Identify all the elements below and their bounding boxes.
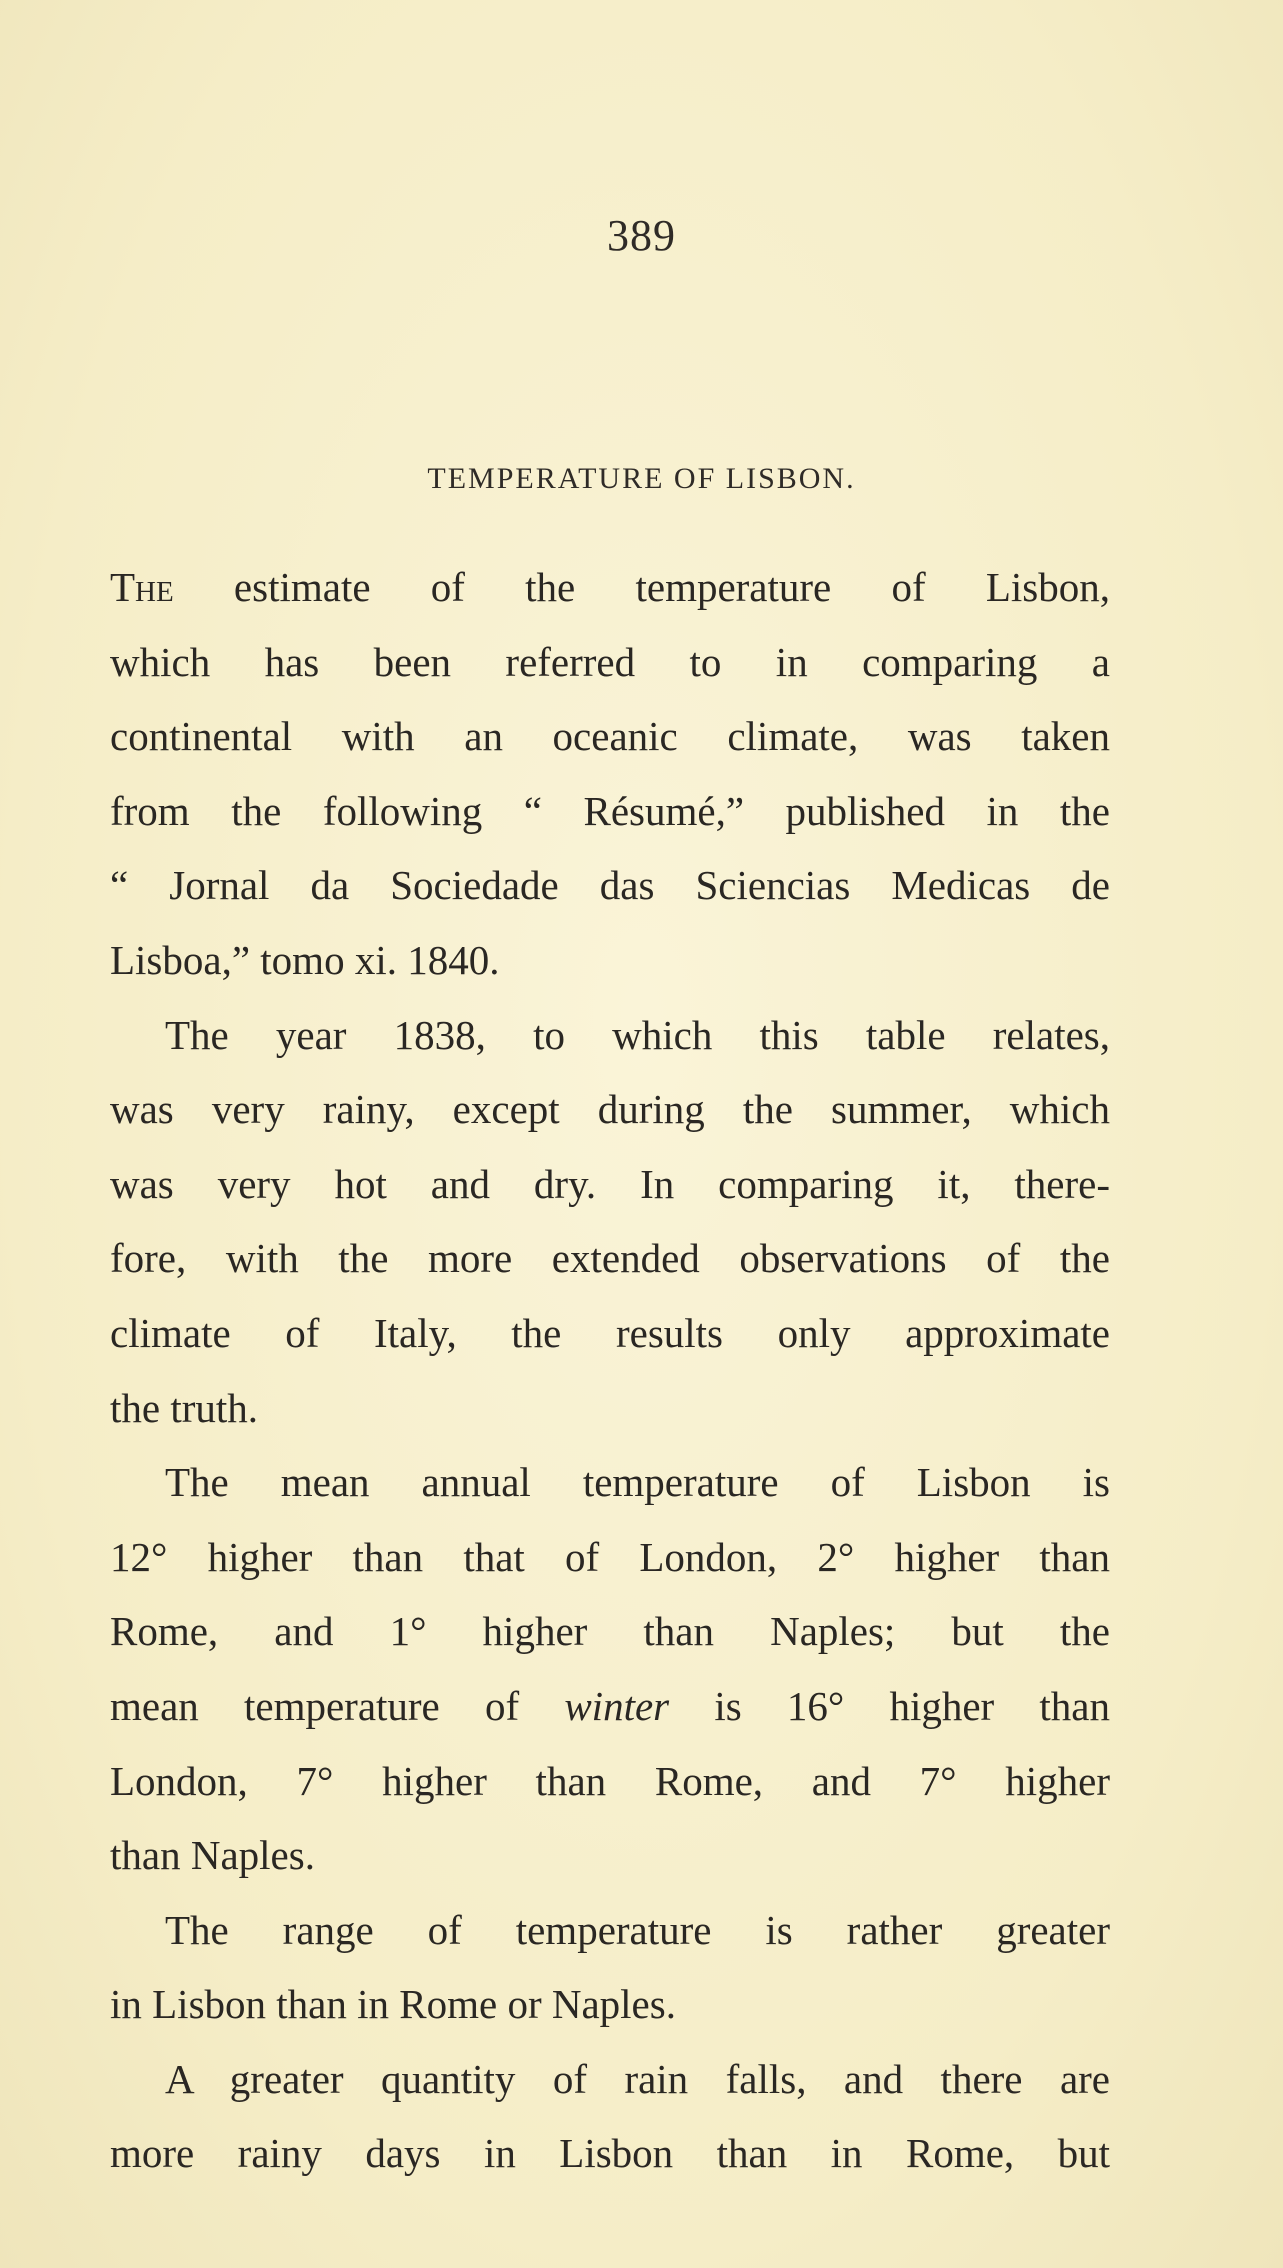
text-line: London, 7° higher than Rome, and 7° higher [110, 1757, 1110, 1804]
body-text [110, 550, 1110, 2191]
text-line: fore, with the more extended observations of the [110, 1235, 1110, 1282]
text-line: Lisboa,” tomo xi. 1840. [110, 936, 500, 983]
text-line: the truth. [110, 1384, 259, 1431]
section-heading: TEMPERATURE OF LISBON. [427, 462, 856, 495]
text-line [110, 550, 1110, 625]
text-line: Rome, and 1° higher than Naples; but the [110, 1608, 1110, 1655]
text-line: The range of temperature is rather greater [165, 1906, 1110, 1953]
text-line [110, 1669, 1110, 1744]
text-line: in Lisbon than in Rome or Naples. [110, 1981, 676, 2028]
emphasized-word: winter [564, 1682, 670, 1729]
text-line: The year 1838, to which this table relates, [165, 1011, 1110, 1058]
opening-word: The [110, 564, 174, 610]
line-text: estimate of the temperature of Lisbon, [173, 564, 1110, 610]
text-line: The mean annual temperature of Lisbon is [165, 1459, 1110, 1506]
text-line: climate of Italy, the results only approximate [110, 1309, 1110, 1356]
text-line: 12° higher than that of London, 2° higher than [110, 1533, 1110, 1580]
text-line: continental with an oceanic climate, was taken [110, 713, 1110, 760]
page-number: 389 [607, 211, 676, 260]
text-line: more rainy days in Lisbon than in Rome, but [110, 2130, 1110, 2177]
text-line: “ Jornal da Sociedade das Sciencias Medicas de [110, 862, 1110, 909]
text-line: was very rainy, except during the summer, which [110, 1086, 1110, 1133]
text-line: was very hot and dry. In comparing it, there- [110, 1160, 1110, 1207]
text-line: from the following “ Résumé,” published in the [110, 787, 1110, 834]
text-line: A greater quantity of rain falls, and there are [165, 2055, 1110, 2102]
text-line: which has been referred to in comparing a [110, 638, 1110, 685]
text-line: than Naples. [110, 1832, 315, 1879]
line-text: mean temperature of [110, 1682, 565, 1729]
line-text: is 16° higher than [669, 1682, 1110, 1729]
